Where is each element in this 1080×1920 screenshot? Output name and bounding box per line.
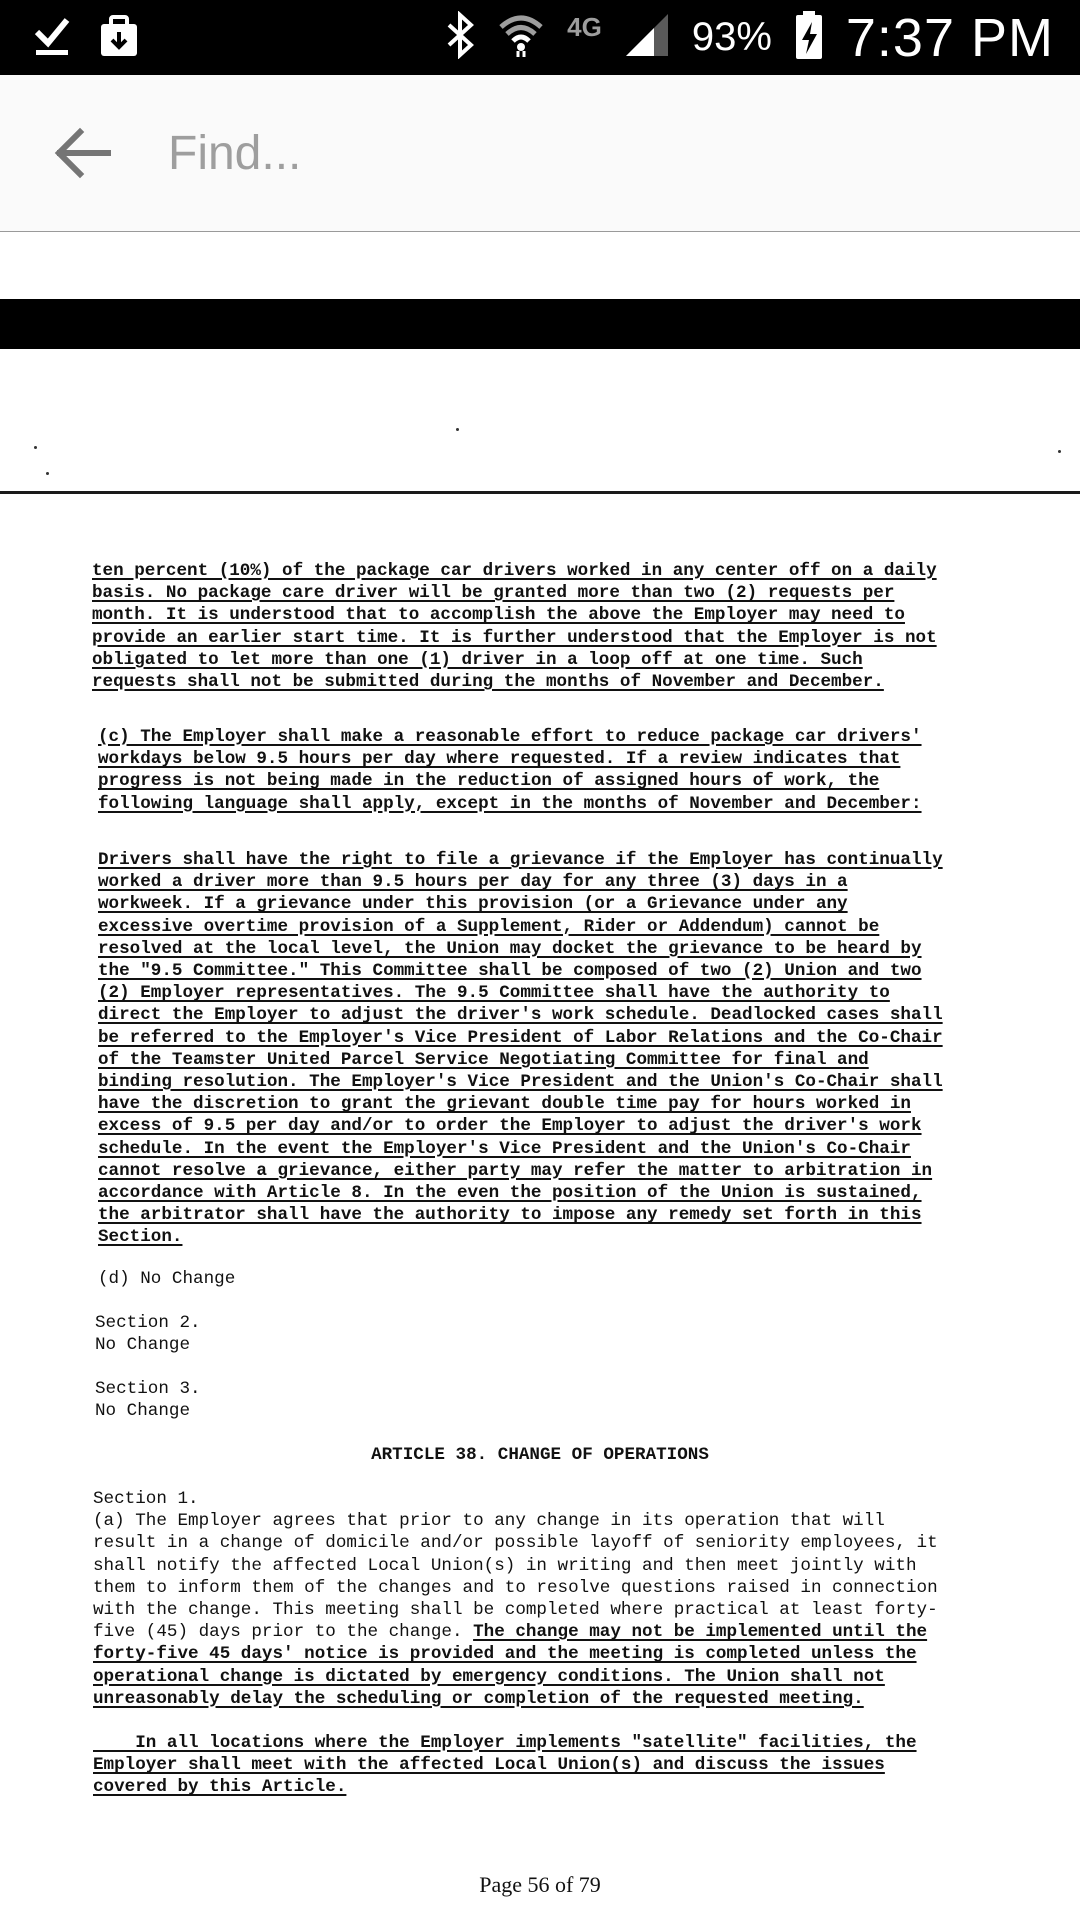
text-line: Employer shall meet with the affected Local Union(s) and discuss the issues <box>93 1755 885 1776</box>
text-line: accordance with Article 8. In the even the position of the Union is sustained, <box>98 1183 922 1204</box>
text-line: the arbitrator shall have the authority to impose any remedy set forth in this <box>98 1205 922 1226</box>
section-3 <box>95 1378 1055 1422</box>
text-line: excessive overtime provision of a Supplement, Rider or Addendum) cannot be <box>98 916 880 937</box>
page-number: Page 56 of 79 <box>479 1872 601 1897</box>
status-bar <box>0 0 1080 75</box>
text-line: worked a driver more than 9.5 hours per day for any three (3) days in a <box>98 872 848 893</box>
text-line: workdays below 9.5 hours per day where requested. If a review indicates that <box>98 749 901 770</box>
article-heading: ARTICLE 38. CHANGE OF OPERATIONS <box>371 1445 709 1465</box>
scan-speck <box>34 446 37 449</box>
text-line-underlined: unreasonably delay the scheduling or completion of the requested meeting. <box>93 1688 864 1709</box>
text-line: be referred to the Employer's Vice President of Labor Relations and the Co-Chair <box>98 1027 943 1048</box>
page-separator <box>0 299 1080 349</box>
text-line-underlined: forty-five 45 days' notice is provided and the meeting is completed unless the <box>93 1644 917 1665</box>
find-toolbar <box>0 75 1080 233</box>
text-line: binding resolution. The Employer's Vice President and the Union's Co-Chair shall <box>98 1072 943 1093</box>
text-line: requests shall not be submitted during the months of November and December. <box>92 672 884 693</box>
text-line: cannot resolve a grievance, either party may refer the matter to arbitration in <box>98 1160 933 1181</box>
scan-speck <box>456 428 459 431</box>
network-type-label: 4G <box>567 12 602 42</box>
section-2 <box>95 1312 1055 1356</box>
text-line: month. It is understood that to accomplish the above the Employer may need to <box>92 605 905 626</box>
section-title: Section 2. <box>95 1313 201 1333</box>
text-line: of the Teamster United Parcel Service Negotiating Committee for final and <box>98 1049 869 1070</box>
text-line: with the change. This meeting shall be completed where practical at least forty- <box>93 1600 938 1621</box>
text-line: five (45) days prior to the change. <box>93 1622 474 1643</box>
text-line: the "9.5 Committee." This Committee shall be composed of two (2) Union and two <box>98 961 922 982</box>
section-body: No Change <box>95 1401 191 1422</box>
text-line: progress is not being made in the reduction of assigned hours of work, the <box>98 771 880 792</box>
section-title: Section 3. <box>95 1379 201 1399</box>
text-line: ten percent (10%) of the package car drivers worked in any center off on a daily <box>92 561 937 581</box>
article-section-1 <box>93 1488 1053 1710</box>
clock: 7:37 PM <box>845 7 1054 68</box>
find-input[interactable] <box>168 115 1028 191</box>
item-d: (d) No Change <box>98 1269 236 1289</box>
text-line: workweek. If a grievance under this provision (or a Grievance under any <box>98 894 848 915</box>
text-line: provide an earlier start time. It is further understood that the Employer is not <box>92 627 937 648</box>
back-arrow-icon <box>52 127 112 179</box>
text-line: shall notify the affected Local Union(s) in writing and then meet jointly with <box>93 1555 917 1576</box>
clipboard-icon <box>98 14 140 63</box>
text-line: direct the Employer to adjust the driver's work schedule. Deadlocked cases shall <box>98 1005 943 1026</box>
download-complete-icon <box>34 14 70 63</box>
scan-speck <box>1058 450 1061 453</box>
section-body: No Change <box>95 1335 191 1356</box>
text-line-underlined: The change may not be implemented until the <box>473 1622 928 1643</box>
text-line: (c) The Employer shall make a reasonable effort to reduce package car drivers' <box>98 727 922 747</box>
battery-percent: 93% <box>691 15 772 59</box>
signal-icon <box>624 12 670 63</box>
scan-speck <box>46 472 49 475</box>
text-line: obligated to let more than one (1) driver in a loop off at one time. Such <box>92 649 863 670</box>
text-line: schedule. In the event the Employer's Vice President and the Union's Co-Chair <box>98 1138 911 1159</box>
text-line: covered by this Article. <box>93 1777 347 1798</box>
paragraph-grievance <box>98 849 1058 1249</box>
text-line: result in a change of domicile and/or possible layoff of seniority employees, it <box>93 1533 938 1554</box>
text-line: (2) Employer representatives. The 9.5 Committee shall have the authority to <box>98 983 890 1004</box>
document-viewer[interactable] <box>0 232 1080 1920</box>
text-line: Section. <box>98 1227 183 1248</box>
text-line: them to inform them of the changes and to resolve questions raised in connection <box>93 1577 938 1598</box>
wifi-icon <box>497 11 545 64</box>
text-line: In all locations where the Employer implements "satellite" facilities, the <box>93 1733 917 1753</box>
paragraph-satellite <box>93 1732 1053 1799</box>
text-line: following language shall apply, except in the months of November and December: <box>98 793 922 814</box>
paragraph-loop-off <box>92 560 1052 693</box>
text-line-underlined: operational change is dictated by emergency conditions. The Union shall not <box>93 1666 885 1687</box>
text-line: basis. No package care driver will be granted more than two (2) requests per <box>92 583 895 604</box>
text-line: (a) The Employer agrees that prior to any change in its operation that will <box>93 1511 885 1532</box>
text-line: resolved at the local level, the Union may docket the grievance to be heard by <box>98 938 922 959</box>
battery-charging-icon <box>794 10 824 65</box>
back-button[interactable] <box>52 127 112 179</box>
text-line: excess of 9.5 per day and/or to order the Employer to adjust the driver's work <box>98 1116 922 1137</box>
text-line: Drivers shall have the right to file a grievance if the Employer has continually <box>98 850 943 870</box>
scan-border-line <box>0 491 1080 494</box>
section-title: Section 1. <box>93 1489 199 1509</box>
text-line: have the discretion to grant the grievant double time pay for hours worked in <box>98 1094 911 1115</box>
bluetooth-icon <box>445 11 475 64</box>
paragraph-c <box>98 726 1058 815</box>
